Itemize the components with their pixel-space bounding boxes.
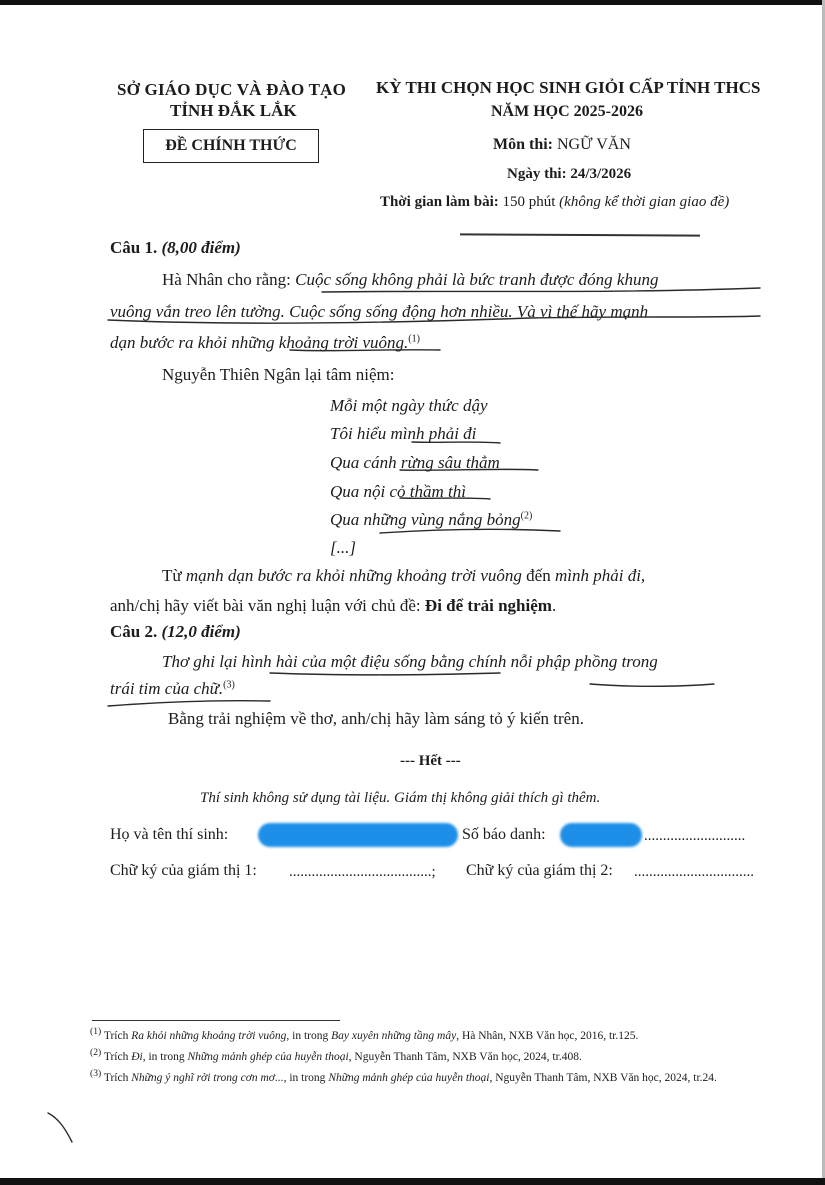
task-ital2: mình phải đi, <box>554 566 646 585</box>
date-line <box>507 166 631 183</box>
footnote-3-mid: , in trong <box>283 1071 329 1084</box>
candidate-id-label: Số báo danh: <box>462 826 546 843</box>
underline-q2-line1-b <box>590 684 714 686</box>
footnote-2-work: Đi <box>131 1050 143 1063</box>
question1-task-line1 <box>162 566 645 586</box>
footnote-3 <box>90 1068 717 1084</box>
footnote-1-book: Bay xuyên những tầng mây <box>331 1029 457 1042</box>
question1-intro2: Nguyễn Thiên Ngân lại tâm niệm: <box>162 365 395 384</box>
underline-q2-line1 <box>270 673 500 675</box>
end-mark: --- Hết --- <box>400 753 461 769</box>
question1-label: Câu 1. <box>110 238 158 257</box>
poem-line-4: Qua nội cỏ thầm thì <box>330 482 466 501</box>
question1-quote-part1: Cuộc sống không phải là bức tranh được đóng khung <box>295 270 659 289</box>
footnote-1-pre: Trích <box>101 1029 132 1042</box>
task-part1: Từ <box>162 566 186 585</box>
task-ital1: mạnh dạn bước ra khỏi những khoảng trời vuông <box>185 566 522 585</box>
question1-points: (8,00 điểm) <box>161 238 241 257</box>
footnote-1-work: Ra khỏi những khoảng trời vuông <box>131 1029 287 1042</box>
footnote-2-book: Những mảnh ghép của huyễn thoại <box>187 1050 349 1063</box>
footnote-1-post: , Hà Nhân, NXB Văn học, 2016, tr.125. <box>456 1029 639 1042</box>
task-end: . <box>551 596 557 615</box>
footnote-ref-1: (1) <box>408 333 420 345</box>
footnote-2-mark: (2) <box>90 1047 102 1058</box>
date-label: Ngày thi: <box>507 166 567 182</box>
footnote-1-mark: (1) <box>90 1026 102 1037</box>
footnote-ref-2: (2) <box>520 510 533 522</box>
question1-quote-part3: dạn bước ra khỏi những khoảng trời vuông. <box>110 333 409 352</box>
task-line2-text: anh/chị hãy viết bài văn nghị luận với chủ đề: <box>110 596 425 615</box>
stray-mark <box>48 1113 72 1142</box>
footnote-ref-3: (3) <box>223 679 235 691</box>
question2-quote-line1: Thơ ghi lại hình hài của một điệu sống bằng chính nỗi phập phồng trong <box>162 652 658 671</box>
poem-line-3: Qua cánh rừng sâu thẳm <box>330 453 500 472</box>
poem-line-2: Tôi hiểu mình phải đi <box>330 424 477 443</box>
subject-label: Môn thi: <box>493 136 553 153</box>
signature1-dots: ......................................; <box>289 864 436 880</box>
footnote-3-mark: (3) <box>90 1068 102 1079</box>
question2-label: Câu 2. <box>110 622 158 641</box>
footnote-2-pre: Trích <box>101 1050 132 1063</box>
question1-quote-line1 <box>162 270 658 290</box>
underline-q2-line2 <box>108 701 270 706</box>
signature2-dots: ................................ <box>634 864 754 880</box>
subject-value: NGỮ VĂN <box>557 136 631 153</box>
official-label: ĐỀ CHÍNH THỨC <box>165 137 297 154</box>
time-label: Thời gian làm bài: <box>380 194 499 210</box>
time-line <box>380 194 729 211</box>
time-note: (không kể thời gian giao đề) <box>559 194 730 210</box>
poem-line-5 <box>330 510 532 530</box>
header-divider <box>460 233 700 236</box>
question1-quote-line3 <box>110 333 420 353</box>
top-edge <box>0 0 825 5</box>
question2-title <box>110 622 241 642</box>
question2-quote-line2 <box>110 679 235 699</box>
official-label-box <box>143 129 319 163</box>
question2-task: Bằng trải nghiệm về thơ, anh/chị hãy làm sáng tỏ ý kiến trên. <box>168 709 584 728</box>
question2-quote-part2: trái tim của chữ. <box>110 679 224 698</box>
school-year: NĂM HỌC 2025-2026 <box>491 103 643 120</box>
poem-line-6: [...] <box>330 538 356 557</box>
question1-title <box>110 238 241 258</box>
redacted-candidate-id <box>560 823 642 847</box>
footnote-divider <box>92 1020 340 1021</box>
footnote-2-mid: , in trong <box>142 1050 188 1063</box>
poem-line-1: Mỗi một ngày thức dậy <box>330 396 488 415</box>
task-part2: đến <box>521 566 555 585</box>
redacted-candidate-name <box>258 823 458 847</box>
task-topic: Đi để trải nghiệm <box>424 596 552 615</box>
footnote-2 <box>90 1047 582 1063</box>
footnote-3-book: Những mảnh ghép của huyễn thoại <box>328 1071 490 1084</box>
question1-task-line2 <box>110 596 556 616</box>
question1-intro: Hà Nhân cho rằng: <box>162 270 296 289</box>
footnote-2-post: , Nguyễn Thanh Tâm, NXB Văn học, 2024, tr.408. <box>348 1050 582 1063</box>
candidate-notice: Thí sinh không sử dụng tài liệu. Giám thị không giải thích gì thêm. <box>200 790 601 806</box>
candidate-id-dots: ........................... <box>644 828 746 844</box>
candidate-name-label: Họ và tên thí sinh: <box>110 826 229 843</box>
poem-line-5-text: Qua những vùng nắng bỏng <box>330 510 521 529</box>
signature2-label: Chữ ký của giám thị 2: <box>466 862 613 879</box>
subject-line <box>493 136 631 154</box>
department-name: SỞ GIÁO DỤC VÀ ĐÀO TẠO <box>117 80 347 99</box>
footnote-1 <box>90 1026 638 1042</box>
question1-quote-line2: vuông vắn treo lên tường. Cuộc sống sống động hơn nhiều. Và vì thế hãy mạnh <box>110 302 649 321</box>
signature1-label: Chữ ký của giám thị 1: <box>110 862 257 879</box>
exam-name: KỲ THI CHỌN HỌC SINH GIỎI CẤP TỈNH THCS <box>376 78 761 97</box>
question2-points: (12,0 điểm) <box>161 622 241 641</box>
province-name: TỈNH ĐẮK LẮK <box>170 101 297 120</box>
footnote-3-post: , Nguyễn Thanh Tâm, NXB Văn học, 2024, tr.24. <box>489 1071 717 1084</box>
date-value: 24/3/2026 <box>570 166 632 182</box>
footnote-1-mid: , in trong <box>286 1029 332 1042</box>
time-value: 150 phút <box>502 194 556 210</box>
footnote-3-work: Những ý nghĩ rời trong cơn mơ... <box>131 1071 284 1084</box>
bottom-edge <box>0 1178 825 1185</box>
footnote-3-pre: Trích <box>101 1071 132 1084</box>
